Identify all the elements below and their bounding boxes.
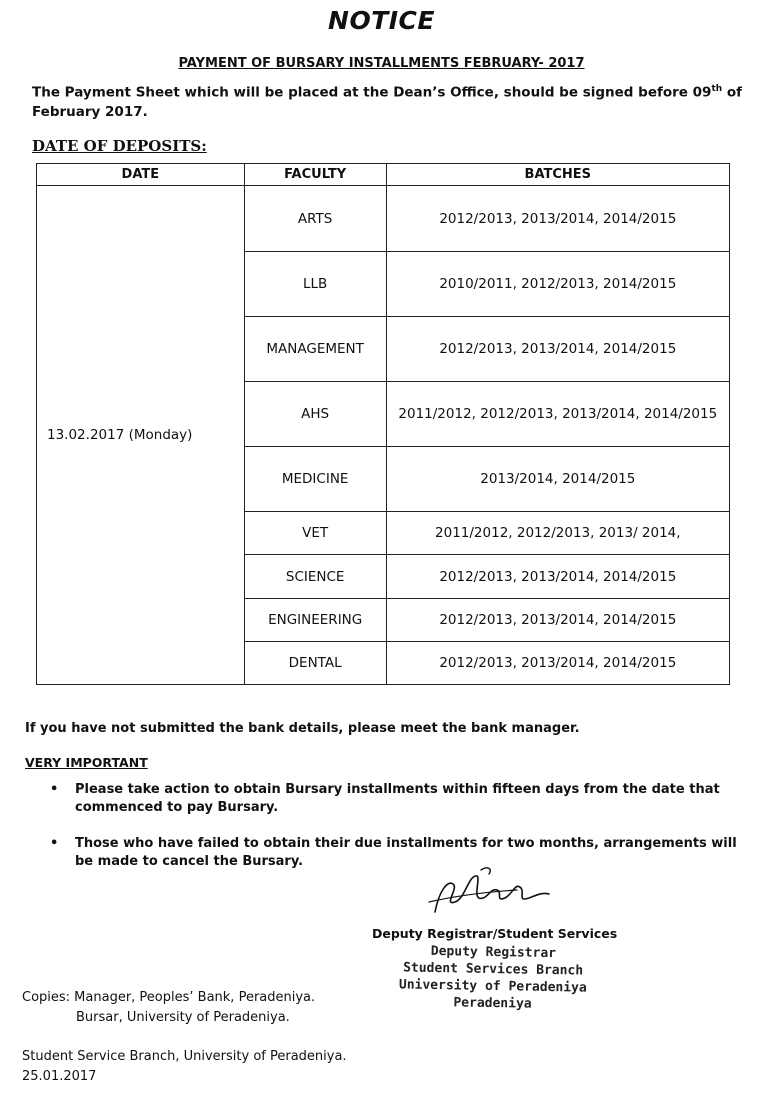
column-header-faculty: FACULTY — [244, 164, 386, 186]
stamp-line: Deputy Registrar — [430, 943, 557, 962]
stamp-line: Student Services Branch — [403, 960, 584, 979]
faculty-cell: VET — [244, 512, 386, 555]
intro-paragraph — [32, 80, 747, 122]
footer-branch: Student Service Branch, University of Peradeniya. — [22, 1049, 347, 1064]
important-item — [50, 781, 740, 817]
table-row — [37, 186, 730, 252]
important-item-text: Please take action to obtain Bursary installments within fifteen days from the date that commenced to pay Bursary. — [75, 782, 720, 815]
faculty-cell: MANAGEMENT — [244, 317, 386, 382]
copies-block — [22, 988, 315, 1028]
signatory-title: Deputy Registrar/Student Services — [372, 926, 618, 941]
handwritten-signature-icon — [425, 862, 555, 924]
deposit-date-cell: 13.02.2017 (Monday) — [37, 186, 245, 685]
batches-cell: 2012/2013, 2013/2014, 2014/2015 — [386, 599, 729, 642]
faculty-cell: ARTS — [244, 186, 386, 252]
intro-text-before: The Payment Sheet which will be placed at the Dean’s Office, should be signed before 09 — [32, 84, 712, 101]
copies-line: Bursar, University of Peradeniya. — [76, 1010, 290, 1025]
intro-superscript: th — [711, 84, 723, 94]
intro-text-after: of February 2017. — [32, 84, 743, 120]
batches-cell: 2012/2013, 2013/2014, 2014/2015 — [386, 555, 729, 599]
footer-block — [22, 1047, 347, 1087]
batches-cell: 2012/2013, 2013/2014, 2014/2015 — [386, 317, 729, 382]
faculty-cell: MEDICINE — [244, 447, 386, 512]
notice-subtitle: PAYMENT OF BURSARY INSTALLMENTS FEBRUARY- 2017 — [178, 56, 585, 71]
batches-cell: 2013/2014, 2014/2015 — [386, 447, 729, 512]
batches-cell: 2011/2012, 2012/2013, 2013/ 2014, — [386, 512, 729, 555]
stamp-line: Peradeniya — [453, 995, 532, 1012]
bullet-icon: • — [50, 836, 59, 851]
column-header-batches: BATCHES — [386, 164, 729, 186]
bank-details-note: If you have not submitted the bank details, please meet the bank manager. — [25, 721, 580, 736]
footer-date: 25.01.2017 — [22, 1069, 97, 1084]
faculty-cell: ENGINEERING — [244, 599, 386, 642]
important-item — [50, 835, 740, 871]
stamp-line: University of Peradeniya — [398, 977, 587, 996]
batches-cell: 2011/2012, 2012/2013, 2013/2014, 2014/2015 — [386, 382, 729, 447]
notice-title: NOTICE — [328, 6, 435, 35]
deposits-table — [36, 163, 730, 685]
batches-cell: 2012/2013, 2013/2014, 2014/2015 — [386, 642, 729, 685]
faculty-cell: AHS — [244, 382, 386, 447]
official-stamp — [397, 942, 588, 1013]
important-item-text: Those who have failed to obtain their due installments for two months, arrangements will be made to cancel the Bursary. — [75, 836, 737, 869]
copies-line: Copies: Manager, Peoples’ Bank, Peradeniya. — [22, 990, 316, 1005]
faculty-cell: SCIENCE — [244, 555, 386, 599]
table-header-row — [37, 164, 730, 186]
column-header-date: DATE — [37, 164, 245, 186]
batches-cell: 2010/2011, 2012/2013, 2014/2015 — [386, 252, 729, 317]
very-important-heading: VERY IMPORTANT — [25, 755, 148, 770]
deposits-heading: DATE OF DEPOSITS: — [32, 137, 207, 155]
bullet-icon: • — [50, 782, 59, 797]
batches-cell: 2012/2013, 2013/2014, 2014/2015 — [386, 186, 729, 252]
faculty-cell: LLB — [244, 252, 386, 317]
faculty-cell: DENTAL — [244, 642, 386, 685]
